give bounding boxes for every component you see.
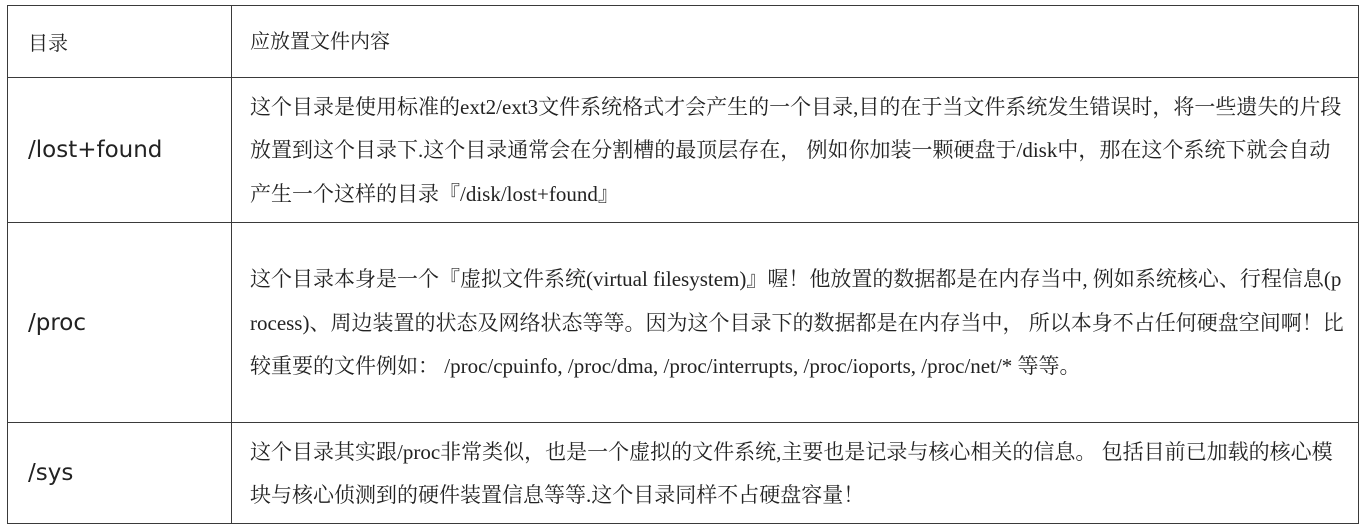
header-content: 应放置文件内容 bbox=[232, 6, 1359, 78]
directory-description bbox=[232, 78, 1359, 223]
directory-description-text: 这个目录本身是一个『虚拟文件系统(virtual filesystem)』喔！他放置的数据都是在内存当中, 例如系统核心、行程信息(process)、周边装置的状态及网络状态等等。因为这个目录下的数据都是在内存当中， 所以本身不占任何硬盘空间啊！比较重要的文件例如： /proc/cpuinfo, /proc/dma, /proc/interrupts, /proc/ioports, /proc/net/* 等等。 bbox=[250, 267, 1344, 379]
directory-description-text: 这个目录是使用标准的ext2/ext3文件系统格式才会产生的一个目录,目的在于当文件系统发生错误时，将一些遗失的片段放置到这个目录下.这个目录通常会在分割槽的最顶层存在， 例如你加装一颗硬盘于/disk中，那在这个系统下就会自动产生一个这样的目录『/disk/lost+found』 bbox=[250, 94, 1342, 206]
table-row bbox=[8, 423, 1359, 524]
directory-table bbox=[7, 5, 1359, 524]
directory-description-text: 这个目录其实跟/proc非常类似，也是一个虚拟的文件系统,主要也是记录与核心相关的信息。 包括目前已加载的核心模块与核心侦测到的硬件装置信息等等.这个目录同样不占硬盘容量！ bbox=[250, 439, 1333, 507]
table-row bbox=[8, 78, 1359, 223]
directory-name: /sys bbox=[8, 423, 232, 524]
directory-description bbox=[232, 423, 1359, 524]
directory-name: /proc bbox=[8, 223, 232, 423]
header-directory: 目录 bbox=[8, 6, 232, 78]
directory-name: /lost+found bbox=[8, 78, 232, 223]
table-row bbox=[8, 223, 1359, 423]
directory-description bbox=[232, 223, 1359, 423]
table-header-row bbox=[8, 6, 1359, 78]
